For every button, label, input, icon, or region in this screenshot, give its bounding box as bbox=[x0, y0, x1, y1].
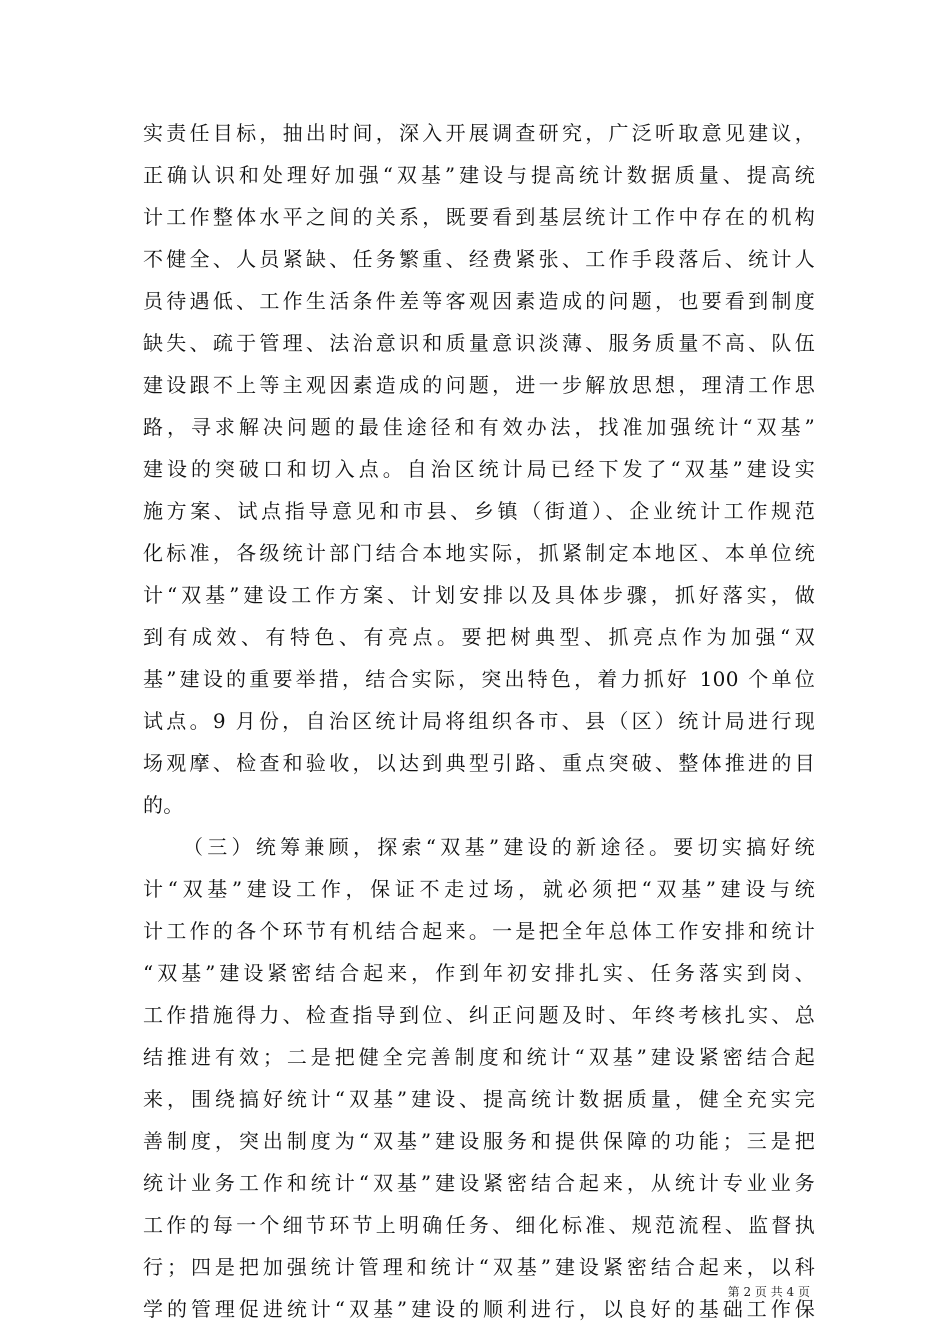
text-line: 场观摩、检查和验收，以达到典型引路、重点突破、整体推进的目 bbox=[143, 751, 815, 775]
text-line: 学的管理促进统计“双基”建设的顺利进行，以良好的基础工作保 bbox=[143, 1297, 815, 1321]
text-line: 化标准，各级统计部门结合本地实际，抓紧制定本地区、本单位统 bbox=[143, 541, 815, 565]
body-text bbox=[143, 112, 815, 1330]
text-line: 计工作整体水平之间的关系，既要看到基层统计工作中存在的机构 bbox=[143, 205, 815, 229]
text-line: 建设的突破口和切入点。自治区统计局已经下发了“双基”建设实 bbox=[143, 457, 815, 481]
text-line: 计“双基”建设工作，保证不走过场，就必须把“双基”建设与统 bbox=[143, 877, 815, 901]
text-line: 建设跟不上等主观因素造成的问题，进一步解放思想，理清工作思 bbox=[143, 373, 815, 397]
text-line: 结推进有效；二是把健全完善制度和统计“双基”建设紧密结合起 bbox=[143, 1045, 815, 1069]
text-line: 来，围绕搞好统计“双基”建设、提高统计数据质量，健全充实完 bbox=[143, 1087, 815, 1111]
text-line: 计工作的各个环节有机结合起来。一是把全年总体工作安排和统计 bbox=[143, 919, 815, 943]
text-line: 正确认识和处理好加强“双基”建设与提高统计数据质量、提高统 bbox=[143, 163, 815, 187]
section-heading-line: （三）统筹兼顾，探索“双基”建设的新途径。要切实搞好统 bbox=[183, 835, 815, 859]
text-line: 缺失、疏于管理、法治意识和质量意识淡薄、服务质量不高、队伍 bbox=[143, 331, 815, 355]
text-line: 施方案、试点指导意见和市县、乡镇（街道）、企业统计工作规范 bbox=[143, 499, 815, 523]
text-line: 到有成效、有特色、有亮点。要把树典型、抓亮点作为加强“双 bbox=[143, 625, 815, 649]
text-line: 行；四是把加强统计管理和统计“双基”建设紧密结合起来，以科 bbox=[143, 1255, 815, 1279]
text-line: 不健全、人员紧缺、任务繁重、经费紧张、工作手段落后、统计人 bbox=[143, 247, 815, 271]
text-line: 工作措施得力、检查指导到位、纠正问题及时、年终考核扎实、总 bbox=[143, 1003, 815, 1027]
text-line: 工作的每一个细节环节上明确任务、细化标准、规范流程、监督执 bbox=[143, 1213, 815, 1237]
text-line: 善制度，突出制度为“双基”建设服务和提供保障的功能；三是把 bbox=[143, 1129, 815, 1153]
text-line: “双基”建设紧密结合起来，作到年初安排扎实、任务落实到岗、 bbox=[143, 961, 815, 985]
text-line: 员待遇低、工作生活条件差等客观因素造成的问题，也要看到制度 bbox=[143, 289, 815, 313]
text-line: 试点。9 月份，自治区统计局将组织各市、县（区）统计局进行现 bbox=[143, 709, 815, 733]
text-line: 路，寻求解决问题的最佳途径和有效办法，找准加强统计“双基” bbox=[143, 415, 815, 439]
paragraph-end-line: 的。 bbox=[143, 793, 184, 817]
text-line: 基”建设的重要举措，结合实际，突出特色，着力抓好 100 个单位 bbox=[143, 667, 815, 691]
text-line: 实责任目标，抽出时间，深入开展调查研究，广泛听取意见建议， bbox=[143, 121, 815, 145]
page-number: 第 2 页 共 4 页 bbox=[727, 1285, 810, 1299]
text-line: 计“双基”建设工作方案、计划安排以及具体步骤，抓好落实，做 bbox=[143, 583, 815, 607]
text-line: 统计业务工作和统计“双基”建设紧密结合起来，从统计专业业务 bbox=[143, 1171, 815, 1195]
